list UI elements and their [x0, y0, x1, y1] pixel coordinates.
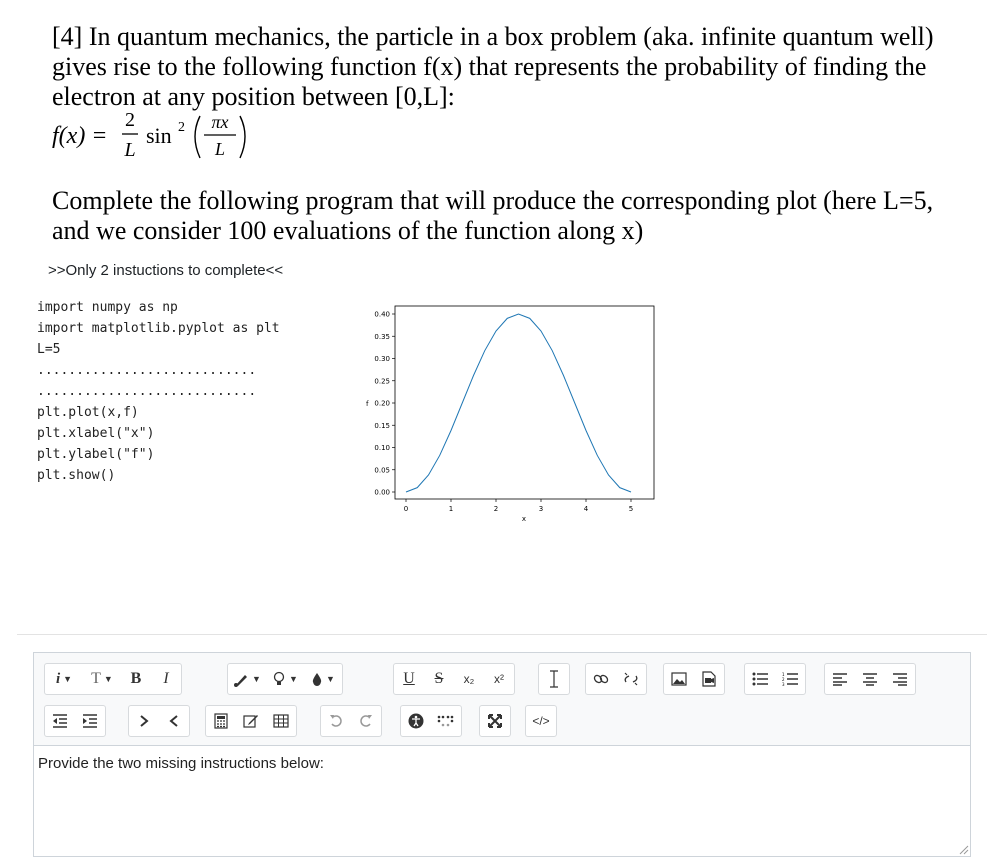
toolbar-group-format [393, 663, 515, 695]
screenreader-helper-button[interactable] [431, 706, 461, 736]
editor-prompt-text: Provide the two missing instructions below: [38, 755, 324, 772]
highlight-button[interactable] [266, 664, 304, 694]
formula-inner-denominator: L [214, 139, 226, 159]
y-tick-label: 0.00 [374, 488, 390, 497]
undo-button[interactable] [321, 706, 351, 736]
x-axis-label: x [521, 515, 527, 523]
underline-icon: U [403, 670, 415, 687]
brush-icon [233, 671, 249, 687]
y-tick-label: 0.25 [374, 377, 390, 386]
accessibility-icon [408, 713, 424, 729]
chevron-down-icon: ▼ [63, 674, 73, 684]
svg-text:2: 2 [782, 677, 785, 682]
x-tick-label: 2 [493, 505, 499, 513]
question-line: [4] In quantum mechanics, the particle in a box problem (aka. infinite quantum well) [52, 22, 934, 51]
align-right-icon [892, 672, 908, 686]
fill-color-button[interactable] [304, 664, 342, 694]
italic-icon: I [163, 670, 169, 687]
plot-frame [395, 306, 654, 499]
formula-lhs: f(x) = [52, 123, 108, 149]
outdent-button[interactable] [45, 706, 75, 736]
paragraph-style-button[interactable] [83, 664, 121, 694]
toolbar-group-info [44, 663, 182, 695]
task-line: Complete the following program that will produce the corresponding plot (here L=5, [52, 186, 934, 215]
chevron-down-icon: ▼ [103, 674, 113, 684]
code-line-blank: ............................ [37, 384, 257, 399]
text-color-button[interactable] [228, 664, 266, 694]
formula-inner-numerator: πx [211, 112, 229, 132]
align-center-icon [862, 672, 878, 686]
strikethrough-icon: S [434, 670, 444, 687]
paragraph-icon: T [91, 670, 101, 687]
underline-button[interactable] [394, 664, 424, 694]
table-button[interactable] [266, 706, 296, 736]
plot-svg [360, 300, 660, 525]
chevron-left-icon [169, 714, 179, 728]
subscript-icon: x₂ [463, 672, 475, 686]
undo-icon [329, 714, 343, 728]
formula-numerator: 2 [125, 109, 135, 131]
hint-note: >>Only 2 instuctions to complete<< [48, 262, 284, 279]
toolbar-group-media [663, 663, 725, 695]
braille-icon [437, 714, 455, 728]
question-text [52, 22, 952, 112]
code-line: L=5 [37, 342, 61, 357]
text-cursor-icon [548, 670, 560, 688]
droplet-icon [311, 671, 323, 687]
bold-icon: B [130, 670, 142, 687]
toolbar-group-indent [44, 705, 106, 737]
code-line: plt.show() [37, 468, 116, 483]
align-left-button[interactable] [825, 664, 855, 694]
bold-button[interactable] [121, 664, 151, 694]
y-axis-label: f [366, 400, 369, 408]
divider [17, 634, 987, 635]
code-line: plt.ylabel("f") [37, 447, 155, 462]
toolbar-group-direction [128, 705, 190, 737]
x-tick-label: 1 [448, 505, 454, 513]
subscript-button[interactable] [454, 664, 484, 694]
chevron-right-icon [139, 714, 149, 728]
y-tick-label: 0.10 [374, 444, 390, 452]
clear-formatting-button[interactable] [539, 664, 569, 694]
unlink-icon [623, 671, 639, 687]
toolbar-group-lists [744, 663, 806, 695]
svg-text:3: 3 [782, 682, 785, 686]
accessibility-checker-button[interactable] [401, 706, 431, 736]
info-dropdown-button[interactable] [45, 664, 83, 694]
formula-denominator: L [124, 139, 136, 161]
indent-button[interactable] [75, 706, 105, 736]
formula-func: sin [146, 123, 172, 148]
info-icon: i [55, 670, 61, 687]
toolbar-group-history [320, 705, 382, 737]
editor-content-area[interactable] [34, 746, 970, 856]
y-tick-label: 0.30 [374, 355, 390, 363]
toolbar-group-align [824, 663, 916, 695]
expand-icon [488, 714, 502, 728]
y-tick-label: 0.20 [374, 399, 390, 408]
bullet-list-icon [752, 672, 768, 686]
redo-icon [359, 714, 373, 728]
task-line: and we consider 100 evaluations of the function along x) [52, 216, 644, 245]
redo-button[interactable] [351, 706, 381, 736]
align-left-icon [832, 672, 848, 686]
numbered-list-icon [782, 672, 798, 686]
code-line-blank: ............................ [37, 363, 257, 378]
link-button[interactable] [586, 664, 616, 694]
chevron-down-icon: ▼ [289, 674, 298, 684]
unlink-button[interactable] [616, 664, 646, 694]
indent-icon [82, 714, 98, 728]
code-line: plt.plot(x,f) [37, 405, 139, 420]
strikethrough-button[interactable] [424, 664, 454, 694]
link-icon [593, 671, 609, 687]
rtl-button[interactable] [159, 706, 189, 736]
resize-handle-icon[interactable] [959, 845, 969, 855]
calculator-icon [214, 713, 228, 729]
svg-text:1: 1 [782, 672, 785, 677]
table-icon [273, 714, 289, 728]
code-line: import numpy as np [37, 300, 178, 315]
x-tick-label: 5 [628, 505, 634, 513]
align-center-button[interactable] [855, 664, 885, 694]
toolbar-group-html [525, 705, 557, 737]
numbered-list-button[interactable] [775, 664, 805, 694]
superscript-icon: x² [494, 672, 504, 686]
toolbar-group-colors [227, 663, 343, 695]
y-tick-label: 0.05 [374, 466, 390, 475]
y-tick-label: 0.35 [374, 332, 390, 341]
html-source-button[interactable] [526, 706, 556, 736]
chevron-down-icon: ▼ [326, 674, 335, 684]
formula-power: 2 [178, 120, 185, 135]
toolbar-group-links [585, 663, 647, 695]
code-icon: </> [532, 714, 550, 728]
media-file-icon [702, 671, 716, 687]
editor-toolbar [34, 653, 970, 746]
image-icon [671, 672, 687, 686]
task-text [52, 186, 952, 246]
code-block [37, 297, 280, 486]
fullscreen-button[interactable] [480, 706, 510, 736]
toolbar-group-accessibility [400, 705, 462, 737]
calculator-button[interactable] [206, 706, 236, 736]
y-tick-label: 0.40 [374, 310, 390, 319]
y-tick-label: 0.15 [374, 421, 390, 430]
ltr-button[interactable] [129, 706, 159, 736]
chevron-down-icon: ▼ [252, 674, 261, 684]
lightbulb-icon [272, 671, 286, 687]
align-right-button[interactable] [885, 664, 915, 694]
x-tick-label: 3 [538, 505, 544, 513]
question-line: gives rise to the following function f(x) that represents the probability of finding the [52, 52, 927, 81]
probability-plot [360, 300, 660, 530]
toolbar-group-fullscreen [479, 705, 511, 737]
outdent-icon [52, 714, 68, 728]
code-line: import matplotlib.pyplot as plt [37, 321, 280, 336]
x-tick-label: 0 [403, 505, 409, 513]
toolbar-group-clear [538, 663, 570, 695]
insert-media-button[interactable] [694, 664, 724, 694]
edit-icon [243, 713, 259, 729]
bullet-list-button[interactable] [745, 664, 775, 694]
italic-button[interactable] [151, 664, 181, 694]
formula [52, 108, 272, 164]
superscript-button[interactable] [484, 664, 514, 694]
answer-editor [33, 652, 971, 857]
toolbar-group-tables [205, 705, 297, 737]
x-tick-label: 4 [583, 505, 589, 513]
code-line: plt.xlabel("x") [37, 426, 155, 441]
question-line: electron at any position between [0,L]: [52, 82, 455, 111]
insert-image-button[interactable] [664, 664, 694, 694]
edit-button[interactable] [236, 706, 266, 736]
